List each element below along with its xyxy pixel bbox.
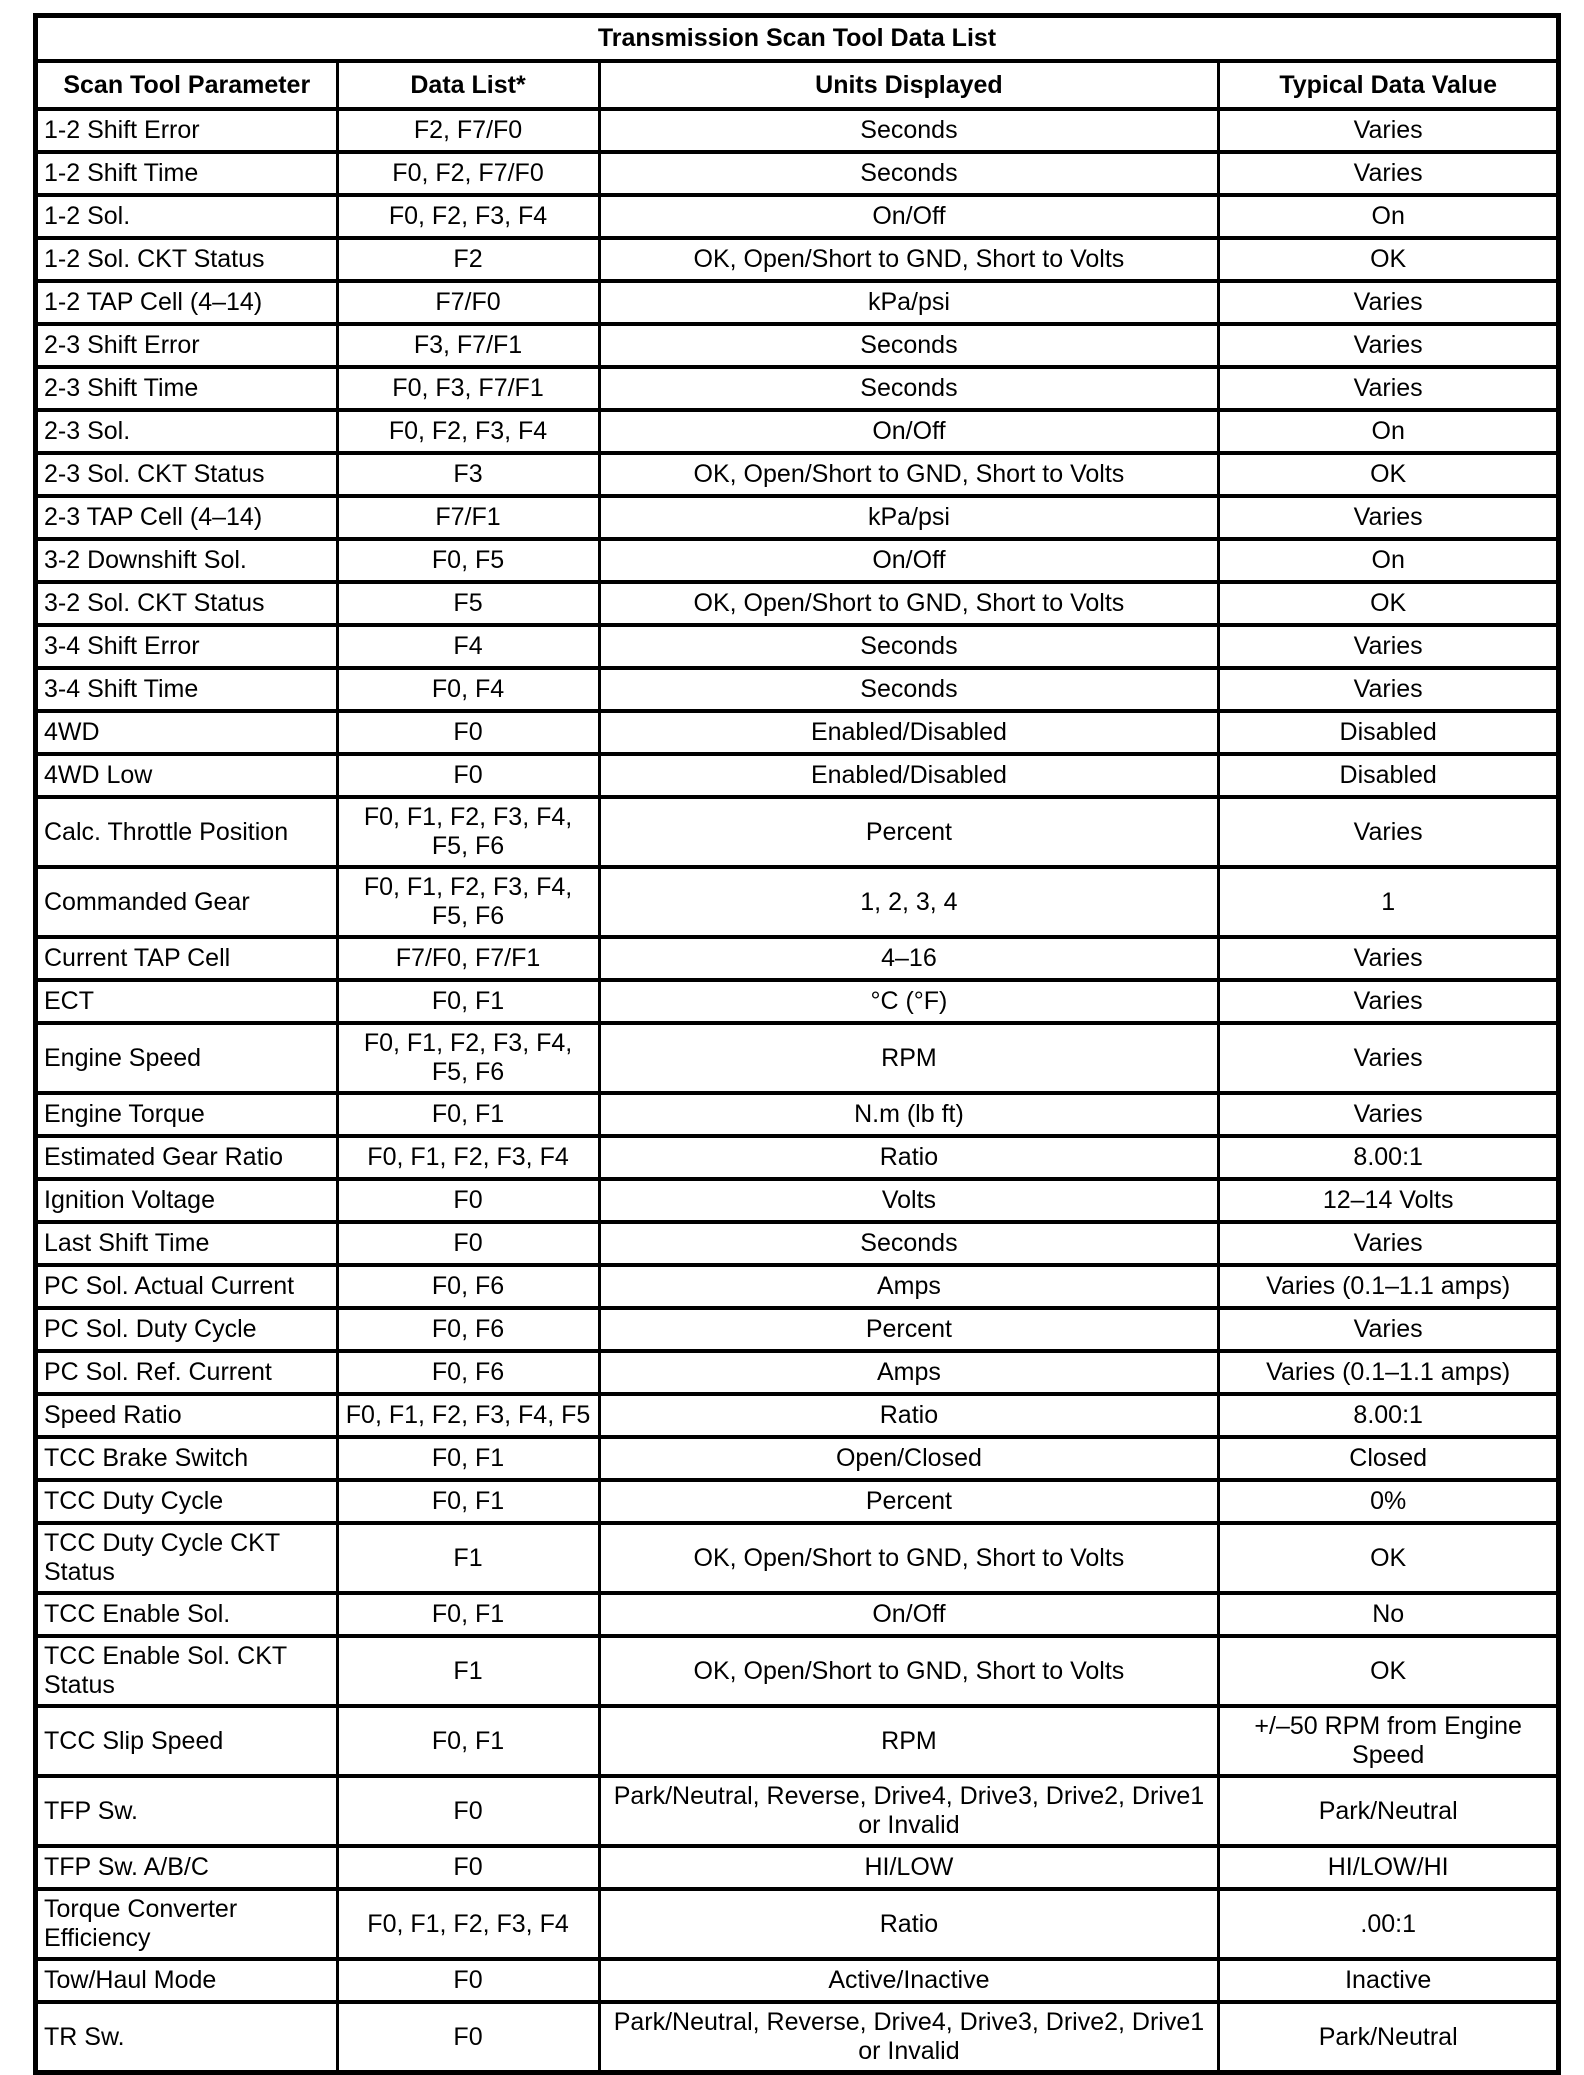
table-row [36,453,1559,496]
parameter-cell: 2-3 Shift Time [36,367,338,410]
units-cell: Ratio [599,1394,1219,1437]
units-cell: kPa/psi [599,496,1219,539]
parameter-cell: TCC Brake Switch [36,1437,338,1480]
data-list-cell: F2, F7/F0 [337,109,599,152]
units-cell: Seconds [599,324,1219,367]
table-row [36,1523,1559,1593]
units-cell: OK, Open/Short to GND, Short to Volts [599,1523,1219,1593]
typical-data-value-cell: .00:1 [1219,1889,1559,1959]
data-list-cell: F0 [337,1776,599,1846]
parameter-cell: 1-2 TAP Cell (4–14) [36,281,338,324]
data-list-cell: F0, F5 [337,539,599,582]
typical-data-value-cell: Varies [1219,937,1559,980]
data-list-cell: F0, F1 [337,1480,599,1523]
table-row [36,1136,1559,1179]
units-cell: Percent [599,1308,1219,1351]
data-list-cell: F0 [337,1846,599,1889]
table-row [36,867,1559,937]
typical-data-value-cell: 8.00:1 [1219,1136,1559,1179]
table-row [36,324,1559,367]
typical-data-value-cell: Varies [1219,152,1559,195]
table-row [36,711,1559,754]
table-header-row [36,61,1559,109]
table-row [36,410,1559,453]
table-row [36,582,1559,625]
parameter-cell: Estimated Gear Ratio [36,1136,338,1179]
typical-data-value-cell: Varies [1219,1308,1559,1351]
parameter-cell: TFP Sw. [36,1776,338,1846]
data-list-cell: F1 [337,1523,599,1593]
units-cell: Seconds [599,152,1219,195]
units-cell: Seconds [599,109,1219,152]
typical-data-value-cell: Inactive [1219,1959,1559,2002]
table-title: Transmission Scan Tool Data List [36,16,1559,62]
typical-data-value-cell: Varies [1219,1023,1559,1093]
units-cell: On/Off [599,539,1219,582]
data-list-cell: F0 [337,1179,599,1222]
parameter-cell: 2-3 Sol. [36,410,338,453]
data-list-cell: F0 [337,711,599,754]
units-cell: Active/Inactive [599,1959,1219,2002]
data-list-cell: F0 [337,1222,599,1265]
data-list-cell: F0, F1, F2, F3, F4, F5, F6 [337,1023,599,1093]
data-list-cell: F7/F1 [337,496,599,539]
typical-data-value-cell: Varies [1219,625,1559,668]
data-list-cell: F0, F1 [337,1706,599,1776]
typical-data-value-cell: Varies (0.1–1.1 amps) [1219,1265,1559,1308]
transmission-scan-tool-data-table [33,13,1561,2075]
typical-data-value-cell: Disabled [1219,711,1559,754]
typical-data-value-cell: OK [1219,238,1559,281]
parameter-cell: 3-4 Shift Error [36,625,338,668]
parameter-cell: 2-3 Sol. CKT Status [36,453,338,496]
parameter-cell: 2-3 TAP Cell (4–14) [36,496,338,539]
units-cell: Amps [599,1351,1219,1394]
parameter-cell: TCC Duty Cycle [36,1480,338,1523]
data-list-cell: F0, F6 [337,1351,599,1394]
data-list-cell: F0, F1, F2, F3, F4 [337,1136,599,1179]
units-cell: Ratio [599,1889,1219,1959]
typical-data-value-cell: OK [1219,1523,1559,1593]
typical-data-value-cell: HI/LOW/HI [1219,1846,1559,1889]
table-row [36,238,1559,281]
typical-data-value-cell: 12–14 Volts [1219,1179,1559,1222]
typical-data-value-cell: OK [1219,1636,1559,1706]
table-row [36,1093,1559,1136]
parameter-cell: TFP Sw. A/B/C [36,1846,338,1889]
data-list-cell: F0, F1 [337,1093,599,1136]
table-row [36,797,1559,867]
table-row [36,1706,1559,1776]
table-row [36,195,1559,238]
data-list-cell: F0 [337,1959,599,2002]
data-list-cell: F0, F1, F2, F3, F4, F5, F6 [337,797,599,867]
parameter-cell: TCC Duty Cycle CKT Status [36,1523,338,1593]
units-cell: 1, 2, 3, 4 [599,867,1219,937]
table-row [36,1593,1559,1636]
table-row [36,1265,1559,1308]
units-cell: Park/Neutral, Reverse, Drive4, Drive3, Drive2, Drive1 or Invalid [599,2002,1219,2073]
units-cell: OK, Open/Short to GND, Short to Volts [599,453,1219,496]
units-cell: °C (°F) [599,980,1219,1023]
parameter-cell: Calc. Throttle Position [36,797,338,867]
parameter-cell: 3-2 Sol. CKT Status [36,582,338,625]
table-row [36,1394,1559,1437]
data-list-cell: F0, F1 [337,980,599,1023]
table-row [36,496,1559,539]
units-cell: Ratio [599,1136,1219,1179]
parameter-cell: 3-2 Downshift Sol. [36,539,338,582]
parameter-cell: Speed Ratio [36,1394,338,1437]
units-cell: Amps [599,1265,1219,1308]
units-cell: OK, Open/Short to GND, Short to Volts [599,238,1219,281]
units-cell: Open/Closed [599,1437,1219,1480]
units-cell: Enabled/Disabled [599,711,1219,754]
data-list-cell: F0, F2, F7/F0 [337,152,599,195]
typical-data-value-cell: Varies [1219,668,1559,711]
table-row [36,668,1559,711]
table-row [36,2002,1559,2073]
typical-data-value-cell: 1 [1219,867,1559,937]
parameter-cell: Last Shift Time [36,1222,338,1265]
parameter-cell: 4WD [36,711,338,754]
data-list-cell: F0 [337,2002,599,2073]
parameter-cell: Torque Converter Efficiency [36,1889,338,1959]
units-cell: On/Off [599,1593,1219,1636]
units-cell: Seconds [599,668,1219,711]
table-row [36,1222,1559,1265]
parameter-cell: ECT [36,980,338,1023]
units-cell: HI/LOW [599,1846,1219,1889]
data-list-cell: F0, F2, F3, F4 [337,195,599,238]
table-row [36,152,1559,195]
typical-data-value-cell: No [1219,1593,1559,1636]
units-cell: OK, Open/Short to GND, Short to Volts [599,1636,1219,1706]
table-row [36,1308,1559,1351]
parameter-cell: 1-2 Shift Error [36,109,338,152]
data-list-cell: F7/F0 [337,281,599,324]
units-cell: RPM [599,1023,1219,1093]
typical-data-value-cell: OK [1219,453,1559,496]
data-list-cell: F0, F6 [337,1308,599,1351]
parameter-cell: TCC Slip Speed [36,1706,338,1776]
parameter-cell: Commanded Gear [36,867,338,937]
typical-data-value-cell: 0% [1219,1480,1559,1523]
units-cell: OK, Open/Short to GND, Short to Volts [599,582,1219,625]
typical-data-value-cell: Varies (0.1–1.1 amps) [1219,1351,1559,1394]
column-header-units-displayed: Units Displayed [599,61,1219,109]
typical-data-value-cell: OK [1219,582,1559,625]
units-cell: On/Off [599,195,1219,238]
parameter-cell: TCC Enable Sol. [36,1593,338,1636]
data-list-cell: F3 [337,453,599,496]
column-header-data-list: Data List* [337,61,599,109]
parameter-cell: 1-2 Sol. CKT Status [36,238,338,281]
units-cell: Seconds [599,367,1219,410]
table-row [36,625,1559,668]
data-list-cell: F3, F7/F1 [337,324,599,367]
parameter-cell: 2-3 Shift Error [36,324,338,367]
table-row [36,539,1559,582]
table-row [36,1889,1559,1959]
data-list-cell: F0, F2, F3, F4 [337,410,599,453]
parameter-cell: 1-2 Shift Time [36,152,338,195]
data-list-cell: F0, F1 [337,1593,599,1636]
parameter-cell: PC Sol. Actual Current [36,1265,338,1308]
units-cell: kPa/psi [599,281,1219,324]
typical-data-value-cell: Varies [1219,281,1559,324]
parameter-cell: Engine Speed [36,1023,338,1093]
parameter-cell: TR Sw. [36,2002,338,2073]
parameter-cell: TCC Enable Sol. CKT Status [36,1636,338,1706]
typical-data-value-cell: Varies [1219,980,1559,1023]
typical-data-value-cell: On [1219,195,1559,238]
typical-data-value-cell: Varies [1219,367,1559,410]
typical-data-value-cell: Varies [1219,496,1559,539]
typical-data-value-cell: Varies [1219,109,1559,152]
parameter-cell: 4WD Low [36,754,338,797]
units-cell: RPM [599,1706,1219,1776]
parameter-cell: 1-2 Sol. [36,195,338,238]
parameter-cell: Current TAP Cell [36,937,338,980]
typical-data-value-cell: On [1219,539,1559,582]
parameter-cell: PC Sol. Duty Cycle [36,1308,338,1351]
column-header-typical-data-value: Typical Data Value [1219,61,1559,109]
units-cell: Enabled/Disabled [599,754,1219,797]
column-header-scan-tool-parameter: Scan Tool Parameter [36,61,338,109]
typical-data-value-cell: Varies [1219,324,1559,367]
units-cell: N.m (lb ft) [599,1093,1219,1136]
typical-data-value-cell: Varies [1219,1093,1559,1136]
table-title-row [36,16,1559,62]
typical-data-value-cell: +/–50 RPM from Engine Speed [1219,1706,1559,1776]
table-row [36,1776,1559,1846]
table-row [36,1179,1559,1222]
data-list-cell: F2 [337,238,599,281]
table-row [36,1023,1559,1093]
table-row [36,281,1559,324]
typical-data-value-cell: Varies [1219,797,1559,867]
data-list-cell: F0, F6 [337,1265,599,1308]
parameter-cell: Engine Torque [36,1093,338,1136]
data-list-cell: F1 [337,1636,599,1706]
data-list-cell: F0, F1 [337,1437,599,1480]
parameter-cell: Ignition Voltage [36,1179,338,1222]
parameter-cell: 3-4 Shift Time [36,668,338,711]
units-cell: 4–16 [599,937,1219,980]
table-body [36,109,1559,2073]
units-cell: Volts [599,1179,1219,1222]
data-list-cell: F0, F4 [337,668,599,711]
table-row [36,1480,1559,1523]
units-cell: Seconds [599,1222,1219,1265]
data-list-cell: F0 [337,754,599,797]
units-cell: Park/Neutral, Reverse, Drive4, Drive3, Drive2, Drive1 or Invalid [599,1776,1219,1846]
table-row [36,367,1559,410]
table-row [36,1959,1559,2002]
table-row [36,980,1559,1023]
units-cell: On/Off [599,410,1219,453]
data-list-cell: F7/F0, F7/F1 [337,937,599,980]
data-list-cell: F0, F1, F2, F3, F4, F5, F6 [337,867,599,937]
table-row [36,754,1559,797]
units-cell: Percent [599,797,1219,867]
typical-data-value-cell: Disabled [1219,754,1559,797]
table-row [36,937,1559,980]
table-row [36,1351,1559,1394]
typical-data-value-cell: Park/Neutral [1219,2002,1559,2073]
parameter-cell: Tow/Haul Mode [36,1959,338,2002]
units-cell: Percent [599,1480,1219,1523]
table-row [36,1437,1559,1480]
data-list-cell: F4 [337,625,599,668]
table-row [36,1636,1559,1706]
typical-data-value-cell: Varies [1219,1222,1559,1265]
units-cell: Seconds [599,625,1219,668]
data-list-cell: F0, F3, F7/F1 [337,367,599,410]
typical-data-value-cell: On [1219,410,1559,453]
typical-data-value-cell: Park/Neutral [1219,1776,1559,1846]
data-list-cell: F5 [337,582,599,625]
typical-data-value-cell: 8.00:1 [1219,1394,1559,1437]
data-list-cell: F0, F1, F2, F3, F4 [337,1889,599,1959]
table-row [36,1846,1559,1889]
table-row [36,109,1559,152]
typical-data-value-cell: Closed [1219,1437,1559,1480]
parameter-cell: PC Sol. Ref. Current [36,1351,338,1394]
data-list-cell: F0, F1, F2, F3, F4, F5 [337,1394,599,1437]
